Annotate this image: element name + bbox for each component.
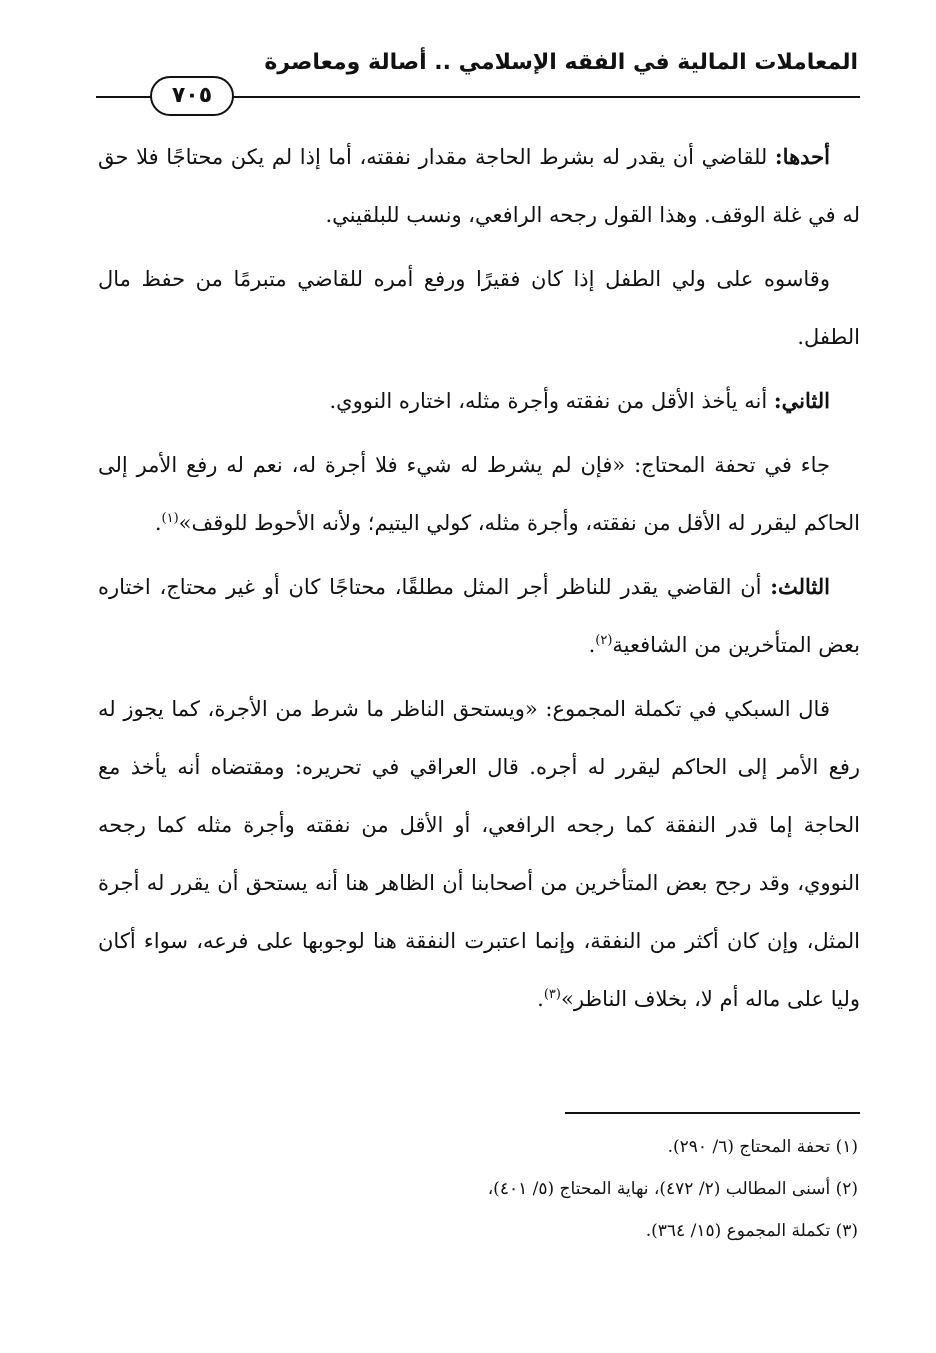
footnotes (98, 1126, 858, 1252)
paragraph-subki-quote (98, 680, 860, 1028)
footnote-separator (565, 1112, 860, 1114)
paragraph-lead: الثالث: (770, 574, 830, 599)
paragraph-text: أن القاضي يقدر للناظر أجر المثل مطلقًا، محتاجًا كان أو غير محتاج، اختاره بعض المتأخرين من الشافعية (98, 575, 860, 657)
paragraph-lead: أحدها: (774, 144, 830, 169)
paragraph-analogy (98, 250, 860, 366)
paragraph-end: . (537, 987, 544, 1011)
running-title: المعاملات المالية في الفقه الإسلامي .. أصالة ومعاصرة (264, 50, 858, 75)
paragraph-lead: الثاني: (773, 388, 830, 413)
paragraph-second-opinion (98, 372, 860, 430)
paragraph-third-opinion (98, 558, 860, 674)
main-text (98, 128, 860, 1028)
paragraph-text: جاء في تحفة المحتاج: «فإن لم يشرط له شيء فلا أجرة له، نعم له رفع الأمر إلى الحاكم ليقرر له الأقل من نفقته، وأجرة مثله، كولي اليتيم؛ ولأنه الأحوط للوقف» (98, 453, 860, 535)
footnote-1: (١) تحفة المحتاج (٦/ ٢٩٠). (667, 1137, 858, 1157)
paragraph-tuhfa-quote (98, 436, 860, 552)
paragraph-text: قال السبكي في تكملة المجموع: «ويستحق الناظر ما شرط من الأجرة، كما يجوز له رفع الأمر إلى الحاكم ليقرر له أجره. قال العراقي في تحريره: ومقتضاه أنه يأخذ مع الحاجة إما قدر النفقة كما رجحه الرافعي، أو الأقل من نفقته وأجرة مثله كما رجحه النووي، وقد رجح بعض المتأخرين من أصحابنا أن الظاهر هنا أنه يستحق أن يقرر له أجرة المثل، وإن كان أكثر من النفقة، وإنما اعتبرت النفقة هنا لوجوبها على فرعه، سواء أكان وليا على ماله أم لا، بخلاف الناظر» (98, 697, 860, 1011)
page-number: ٧٠٥ (150, 76, 234, 116)
paragraph-end: . (588, 633, 596, 657)
paragraph-end: . (154, 511, 162, 535)
footnote-ref-2[interactable]: (٢) (595, 633, 613, 648)
footnote-ref-1[interactable]: (١) (161, 511, 179, 526)
footnote-ref-3[interactable]: (٣) (543, 987, 561, 1002)
paragraph-text: للقاضي أن يقدر له بشرط الحاجة مقدار نفقته، أما إذا لم يكن محتاجًا فلا حق له في غلة الوقف. وهذا القول رجحه الرافعي، ونسب للبلقيني. (98, 145, 860, 227)
paragraph-first-opinion (98, 128, 860, 244)
footnote-2: (٢) أسنى المطالب (٢/ ٤٧٢)، نهاية المحتاج (٥/ ٤٠١)، (487, 1179, 858, 1199)
paragraph-text: أنه يأخذ الأقل من نفقته وأجرة مثله، اختاره النووي. (329, 389, 774, 413)
paragraph-text: وقاسوه على ولي الطفل إذا كان فقيرًا ورفع أمره للقاضي متبرمًا من حفظ مال الطفل. (98, 267, 860, 349)
footnote-3: (٣) تكملة المجموع (١٥/ ٣٦٤). (645, 1221, 858, 1241)
